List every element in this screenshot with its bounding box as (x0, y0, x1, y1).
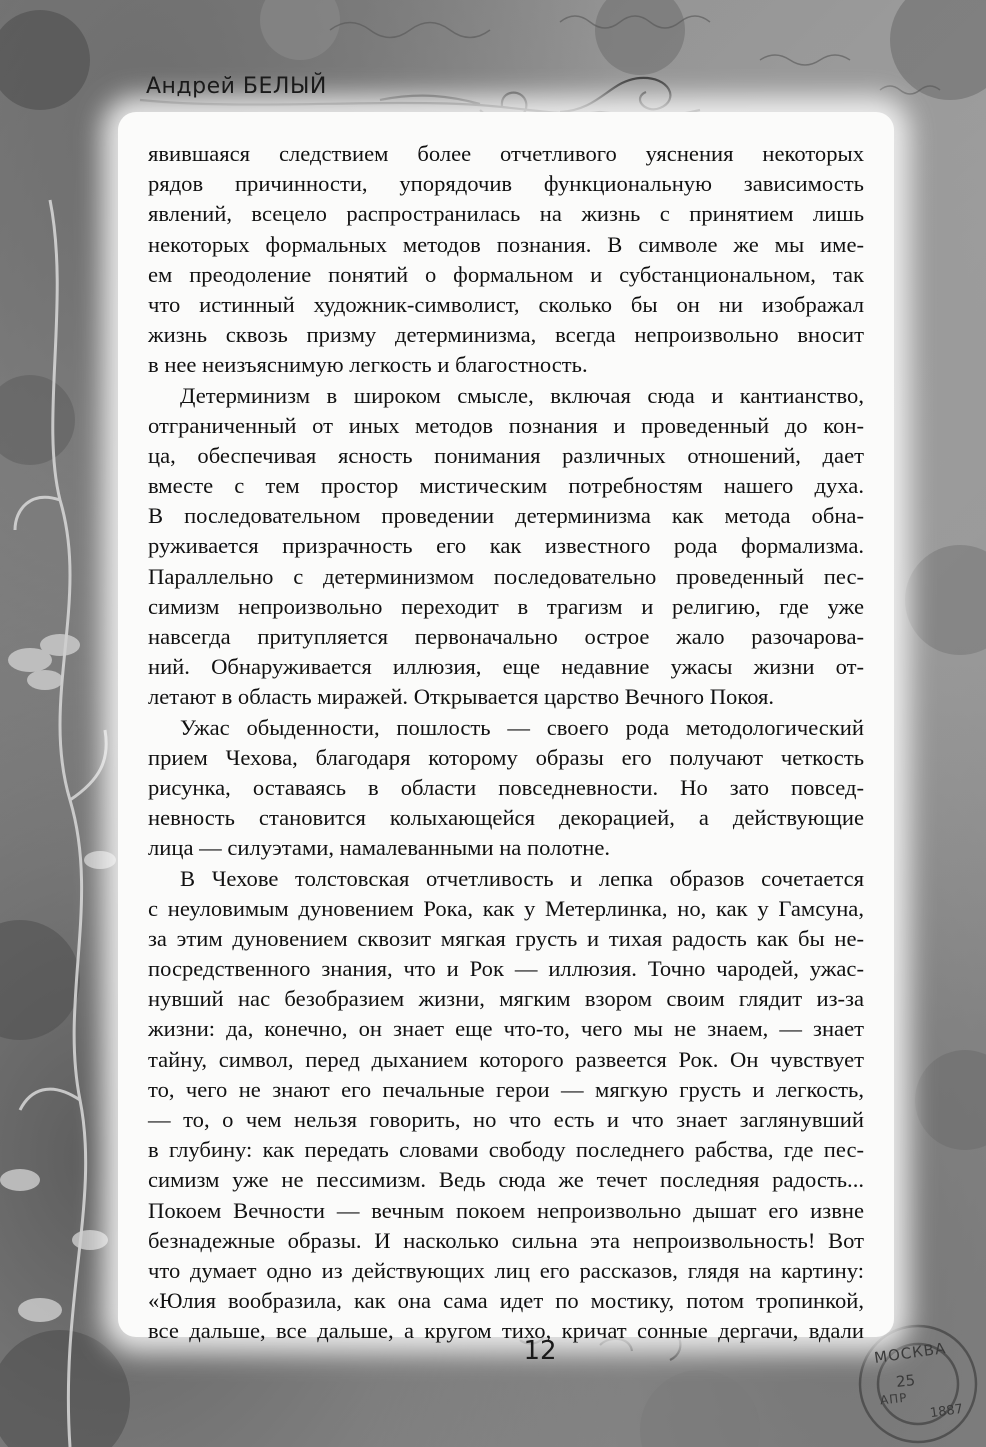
text-line: в нее неизъяснимую легкость и благостность. (148, 352, 588, 378)
text-line: «Юлия вообразила, как она сама идет по мостику, потом тропинкой, (148, 1288, 864, 1314)
text-line: безнадежные образы. И насколько сильна эта непроизвольность! Вот (148, 1227, 864, 1253)
text-line: некоторых формальных методов познания. В символе же мы име- (148, 231, 864, 257)
stamp-month: АПР (879, 1390, 909, 1408)
text-line: навсегда притупляется первоначально острое жало разочарова- (148, 624, 864, 649)
text-line: невность становится колыхающейся декорацией, а действующие (148, 805, 864, 831)
text-line: — то, о чем нельзя говорить, но что есть и что знает заглянувший (148, 1107, 864, 1132)
text-line: летают в область миражей. Открывается царство Вечного Покоя. (148, 684, 775, 710)
text-line: ем преодоление понятий о формальном и субстанциональном, так (148, 261, 864, 287)
text-line: В последовательном проведении детерминизма как метода обна- (148, 503, 864, 529)
text-line: то, чего не знают его печальные герои — мягкую грусть и легкость, (148, 1076, 864, 1102)
page-number: 12 (523, 1336, 557, 1366)
text-line: лица — силуэтами, намалеванными на полотне. (148, 835, 610, 861)
text-line: Покоем Вечности — вечным покоем непроизвольно дышат его извне (148, 1197, 864, 1223)
text-line: посредственного знания, что и Рок — иллюзия. Точно чародей, ужас- (148, 956, 864, 982)
text-line: прием Чехова, благодаря которому образы его получают четкость (148, 744, 864, 770)
text-line: нувший нас безобразием жизни, мягким взором своим глядит из-за (148, 986, 864, 1012)
text-line: ний. Обнаруживается иллюзия, еще недавние ужасы жизни от- (148, 654, 864, 680)
text-line: явившаяся следствием более отчетливого уяснения некоторых (148, 141, 864, 166)
text-line: отграниченный от иных методов познания и проведенный до кон- (148, 412, 864, 438)
text-line: симизм уже не пессимизм. Ведь сюда же течет последняя радость... (148, 1167, 864, 1193)
text-line: руживается призрачность его как известного рода формализма. (148, 533, 864, 559)
text-line: симизм непроизвольно переходит в трагизм и религию, где уже (148, 593, 864, 619)
running-header-author: Андрей БЕЛЫЙ (146, 74, 327, 99)
stamp-city: МОСКВА (873, 1339, 948, 1367)
text-line: Ужас обыденности, пошлость — своего рода методологический (180, 714, 864, 740)
text-line: Детерминизм в широком смысле, включая сюда и кантианство, (180, 382, 864, 408)
text-line: что думает одно из действующих лиц его рассказов, глядя на картину: (148, 1257, 864, 1283)
text-line: ца, обеспечивая ясность понимания различных отношений, дает (148, 442, 864, 468)
stamp-day: 25 (895, 1371, 916, 1391)
text-line: В Чехове толстовская отчетливость и лепка образов сочетается (180, 865, 864, 891)
text-line: рядов причинности, упорядочив функциональную зависимость (148, 171, 864, 197)
text-line: вместе с тем простор мистическим потребностям нашего духа. (148, 473, 864, 499)
text-line: явлений, всецело распространилась на жизнь с принятием лишь (148, 201, 864, 227)
text-line: все дальше, все дальше, а кругом тихо, кричат сонные дергачи, вдали (148, 1318, 864, 1344)
text-line: за этим дуновением сквозит мягкая грусть и тихая радость как бы не- (148, 925, 864, 951)
stamp-year: 1887 (929, 1401, 964, 1422)
text-line: рисунка, оставаясь в области повседневности. Но зато повсед- (148, 774, 864, 800)
text-line: Параллельно с детерминизмом последовательно проведенный пес- (148, 563, 864, 589)
text-line: в глубину: как передать словами свободу последнего рабства, где пес- (148, 1137, 864, 1163)
text-line: жизнь сквозь призму детерминизма, всегда непроизвольно вносит (148, 322, 864, 348)
text-line: с неуловимым дуновением Рока, как у Метерлинка, но, как у Гамсуна, (148, 895, 864, 921)
text-line: что истинный художник-символист, сколько бы он ни изображал (148, 291, 864, 317)
text-line: жизни: да, конечно, он знает еще что-то, чего мы не знаем, — знает (148, 1016, 864, 1042)
body-text (148, 139, 864, 1347)
text-line: тайну, символ, перед дыханием которого развеется Рок. Он чувствует (148, 1046, 864, 1072)
